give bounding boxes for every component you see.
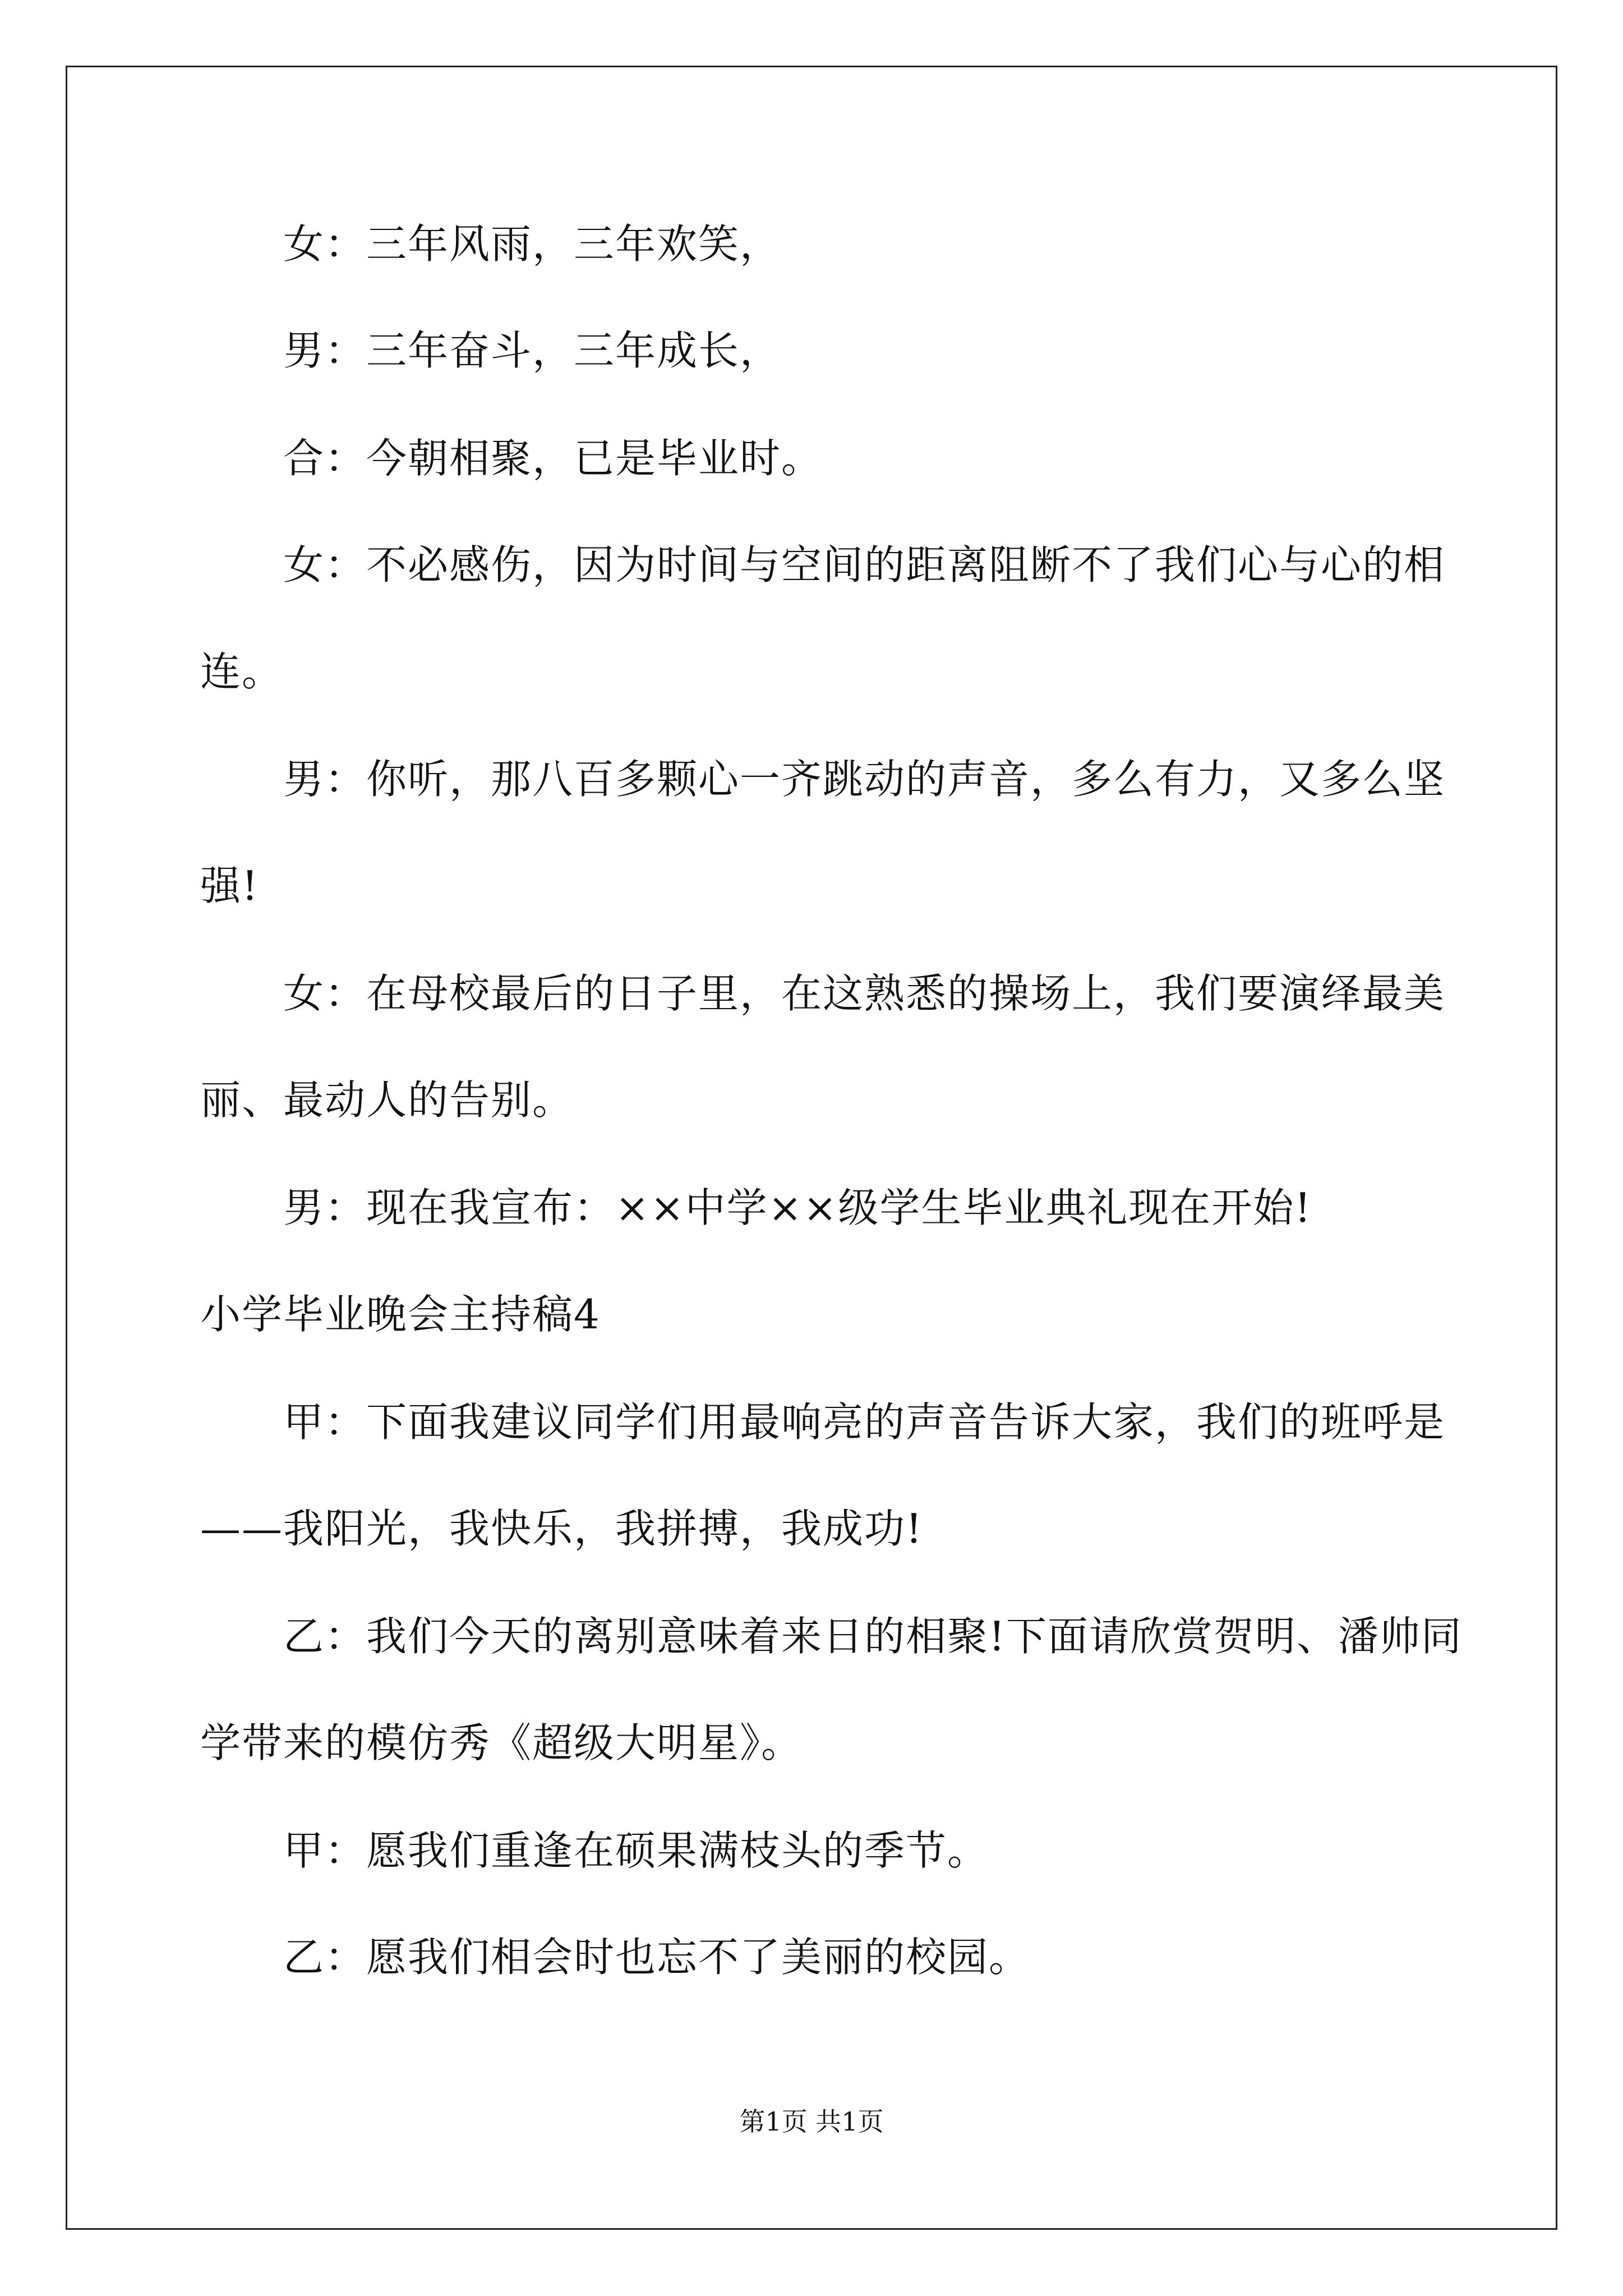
dialogue-line-continued: 学带来的模仿秀《超级大明星》。	[200, 1719, 803, 1766]
dialogue-line-continued: 强!	[200, 862, 259, 909]
dialogue-line: 乙：愿我们相会时也忘不了美丽的校园。	[283, 1934, 1031, 1981]
page-number-footer: 第1页 共1页	[739, 2106, 884, 2137]
page-border	[66, 66, 1557, 2230]
dialogue-line: 乙：我们今天的离别意味着来日的相聚!下面请欣赏贺明、潘帅同	[283, 1613, 1463, 1660]
section-heading: 小学毕业晚会主持稿4	[200, 1291, 601, 1338]
dialogue-line: 女：三年风雨，三年欢笑，	[283, 220, 782, 268]
dialogue-line: 合：今朝相聚，已是毕业时。	[283, 435, 823, 482]
dialogue-line: 甲：下面我建议同学们用最响亮的声音告诉大家，我们的班呼是	[283, 1398, 1446, 1446]
dialogue-line-continued: 丽、最动人的告别。	[200, 1076, 574, 1124]
dialogue-line: 男：现在我宣布：××中学××级学生毕业典礼现在开始!	[283, 1184, 1312, 1231]
dialogue-line-continued: 连。	[200, 648, 284, 695]
dialogue-line: 女：不必感伤，因为时间与空间的距离阻断不了我们心与心的相	[283, 541, 1446, 588]
dialogue-line: 女：在母校最后的日子里，在这熟悉的操场上，我们要演绎最美	[283, 970, 1446, 1017]
dialogue-line: 甲：愿我们重逢在硕果满枝头的季节。	[283, 1827, 989, 1874]
dialogue-line: 男：三年奋斗，三年成长，	[283, 327, 782, 374]
dialogue-line-continued: ——我阳光，我快乐，我拼搏，我成功!	[200, 1505, 923, 1552]
dialogue-line: 男：你听，那八百多颗心一齐跳动的声音，多么有力，又多么坚	[283, 756, 1446, 803]
